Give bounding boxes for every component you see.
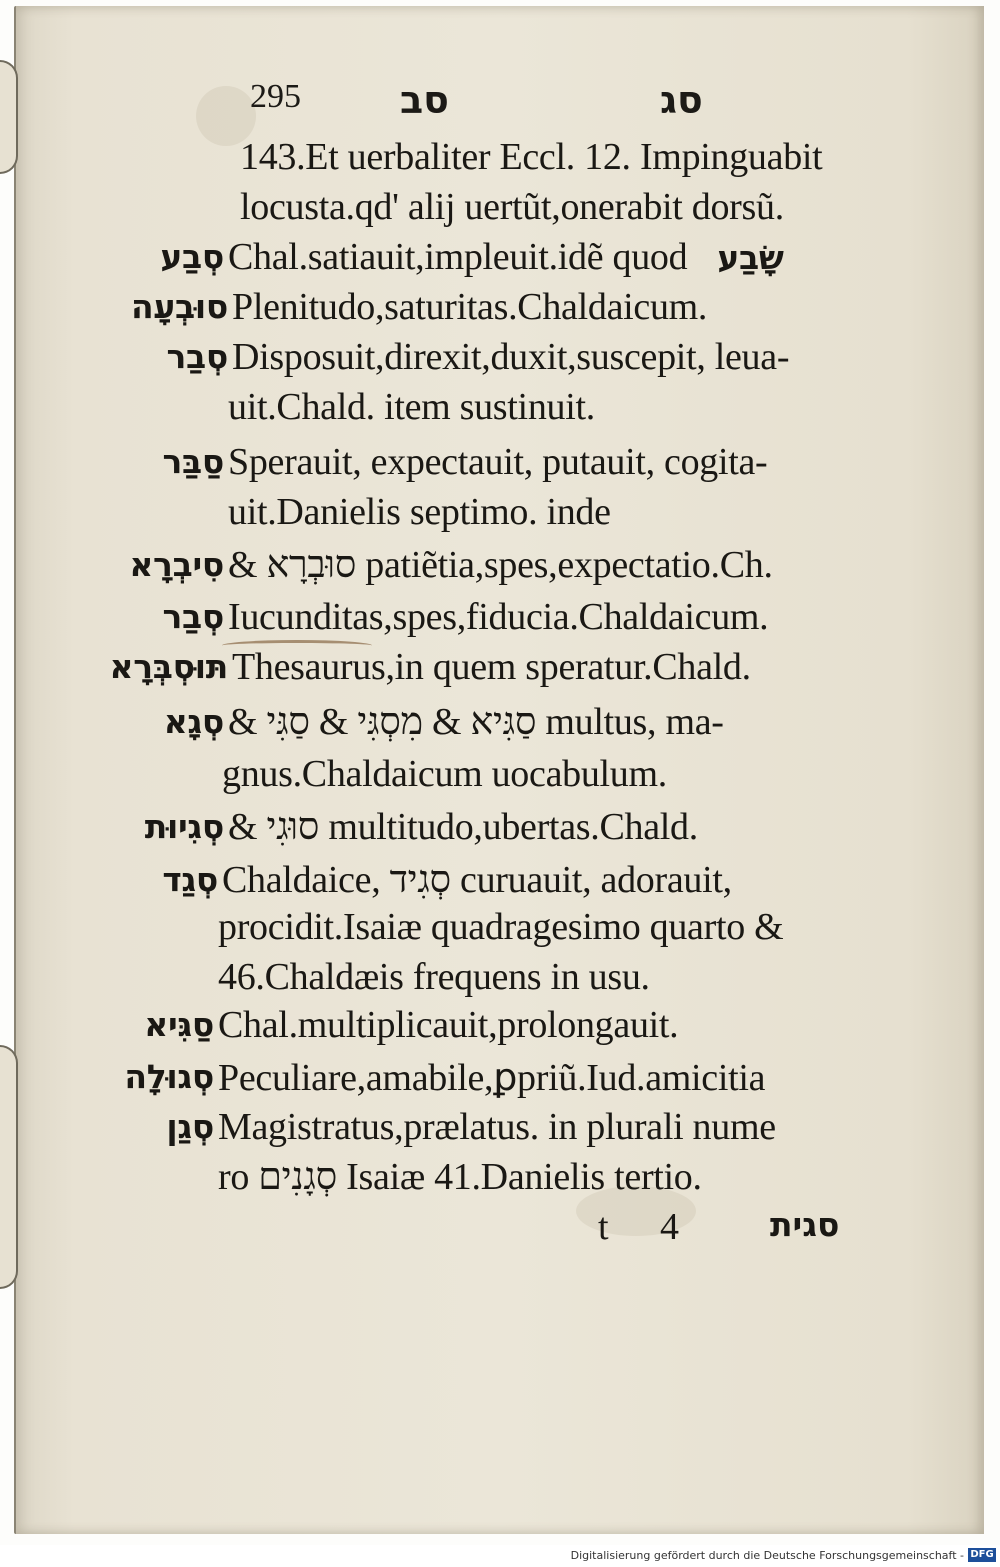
text-line [124,1055,766,1100]
ink-underline-mark [222,640,372,651]
hebrew-headword: סְגַן [166,1107,214,1146]
running-header [0,78,1000,128]
catchword: סגית [770,1205,840,1244]
text-line [162,858,732,902]
latin-text: locusta.qd' alij uertũt,onerabit dorsũ. [240,186,784,228]
text-line [166,1105,776,1149]
text-line [144,1003,679,1047]
latin-text: Iucunditas,spes,fiducia.Chaldaicum. [228,596,769,638]
latin-text: Peculiare,amabile,ꝑpriũ.Iud.amicitia [218,1057,766,1099]
hebrew-headword: סְגוּלָה [124,1057,214,1096]
header-hebrew-left: סב [400,78,450,122]
hebrew-headword: סְגִיוּת [144,807,224,846]
latin-text: & סַגִּיא & מִסְגִּי & סַגִּי multus, ma- [228,701,724,743]
credit-text: Digitalisierung gefördert durch die Deutsche Forschungsgemeinschaft - [570,1549,964,1562]
signature-mark: t [598,1206,609,1248]
latin-text: uit.Chald. item sustinuit. [228,386,595,428]
text-line [218,905,783,949]
text-line [218,1155,702,1199]
hebrew-headword: תּוּסְבְּרָא [109,647,228,686]
text-line [144,805,698,849]
text-line [131,285,708,329]
text-line [240,185,784,229]
latin-text: & סוּגִי multitudo,ubertas.Chald. [228,806,698,848]
dfg-logo: DFG [968,1548,996,1562]
latin-text: Chal.multiplicauit,prolongauit. [218,1004,679,1046]
text-line [109,645,751,689]
hebrew-headword: סְבַר [162,597,224,636]
text-line [228,490,611,534]
text-line [218,955,650,999]
text-line [222,752,667,796]
hebrew-headword: סְגָא [163,702,224,741]
latin-text: Chal.satiauit,impleuit.idẽ quod [228,236,688,278]
text-line [129,543,773,587]
latin-text: gnus.Chaldaicum uocabulum. [222,753,667,795]
latin-text: & סוּבְרָא patiẽtia,spes,expectatio.Ch. [228,544,773,586]
text-line [240,135,822,179]
hebrew-headword: סִיבְרָא [129,545,224,584]
text-line [163,700,724,744]
latin-text: Sperauit, expectauit, putauit, cogita- [228,441,768,483]
hebrew-headword: סַבַּר [162,442,224,481]
hebrew-gloss: שָׂבַע [717,238,784,277]
latin-text: Plenitudo,saturitas.Chaldaicum. [232,286,708,328]
credit-bar [0,1545,1000,1567]
page-edge-tab-bottom [0,1045,18,1289]
page-number: 295 [250,78,301,115]
latin-text: procidit.Isaiæ quadragesimo quarto & [218,906,784,948]
signature-number: 4 [660,1206,679,1248]
latin-text: Chaldaice, סְגִיד curuauit, adorauit, [222,859,732,901]
text-line [160,235,784,279]
latin-text: Disposuit,direxit,duxit,suscepit, leua- [232,336,790,378]
latin-text: Magistratus,prælatus. in plurali nume [218,1106,776,1148]
hebrew-headword: סַגִּיא [144,1005,214,1044]
text-line [162,440,768,484]
hebrew-headword: סוּבְעָה [131,287,228,326]
hebrew-headword: סְבַר [166,337,228,376]
latin-text: 46.Chaldæis frequens in usu. [218,956,650,998]
latin-text: ro סְגָנִים Isaiæ 41.Danielis tertio. [218,1156,702,1198]
text-line [162,595,769,639]
text-line [166,335,790,379]
latin-text: Thesaurus,in quem speratur.Chald. [232,646,751,688]
hebrew-headword: סְבַע [160,237,224,276]
header-hebrew-right: סג [660,78,703,122]
text-line [228,385,595,429]
latin-text: uit.Danielis septimo. inde [228,491,611,533]
latin-text: 143.Et uerbaliter Eccl. 12. Impinguabit [240,136,823,178]
hebrew-headword: סְגַד [162,860,218,899]
